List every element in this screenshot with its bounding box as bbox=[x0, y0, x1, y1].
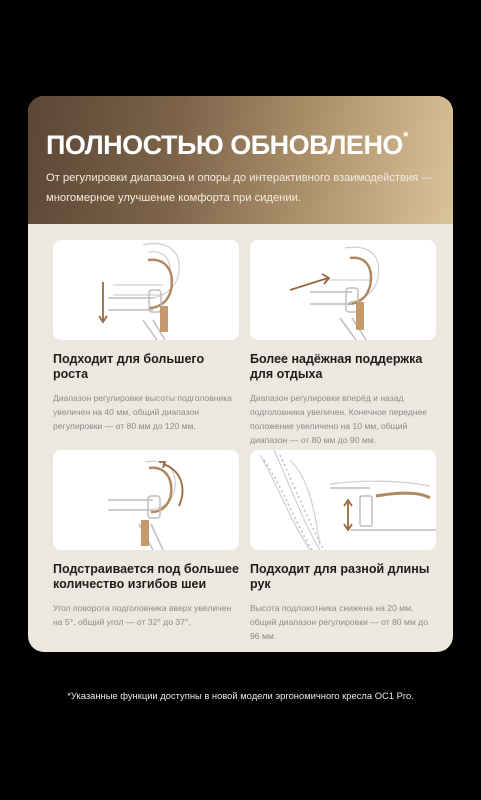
feature-title: Более надёжная поддержка для отдыха bbox=[250, 352, 423, 381]
feature-description: Угол поворота подголовника вверх увеличен на 5°, общий угол — от 32° до 37°. bbox=[53, 603, 232, 627]
feature-title: Подходит для разной длины рук bbox=[250, 562, 430, 591]
footnote: *Указанные функции доступны в новой модели эргономичного кресла OC1 Pro. bbox=[67, 690, 414, 702]
headrest-rotation-icon bbox=[53, 450, 239, 550]
feature-description: Высота подлокотника снижена на 20 мм, общий диапазон регулировки — от 80 мм до 96 мм. bbox=[250, 603, 428, 641]
features-card bbox=[28, 96, 453, 652]
page-title: ПОЛНОСТЬЮ ОБНОВЛЕНО* bbox=[46, 128, 408, 160]
card-header bbox=[28, 96, 453, 224]
page-subtitle: От регулировки диапазона и опоры до интерактивного взаимодействия — многомерное улучшение комфорта при сидении. bbox=[46, 172, 433, 204]
feature-rotation bbox=[53, 450, 239, 629]
armrest-height-icon bbox=[250, 450, 436, 550]
feature-armrest bbox=[250, 450, 436, 643]
feature-description: Диапазон регулировки высоты подголовника увеличен на 40 мм, общий диапазон регулировки — от 80 мм до 120 мм. bbox=[53, 393, 232, 431]
title-footnote-mark: * bbox=[402, 128, 408, 144]
headrest-height-icon bbox=[53, 240, 239, 340]
feature-depth bbox=[250, 240, 436, 447]
feature-height bbox=[53, 240, 239, 433]
feature-description: Диапазон регулировки вперёд и назад подголовника увеличен. Конечное переднее положение увеличено на 10 мм, общий диапазон — от 80 мм до 90 мм. bbox=[250, 393, 428, 445]
feature-title: Подстраивается под большее количество изгибов шеи bbox=[53, 562, 239, 591]
feature-title: Подходит для большего роста bbox=[53, 352, 205, 381]
headrest-depth-icon bbox=[250, 240, 436, 340]
